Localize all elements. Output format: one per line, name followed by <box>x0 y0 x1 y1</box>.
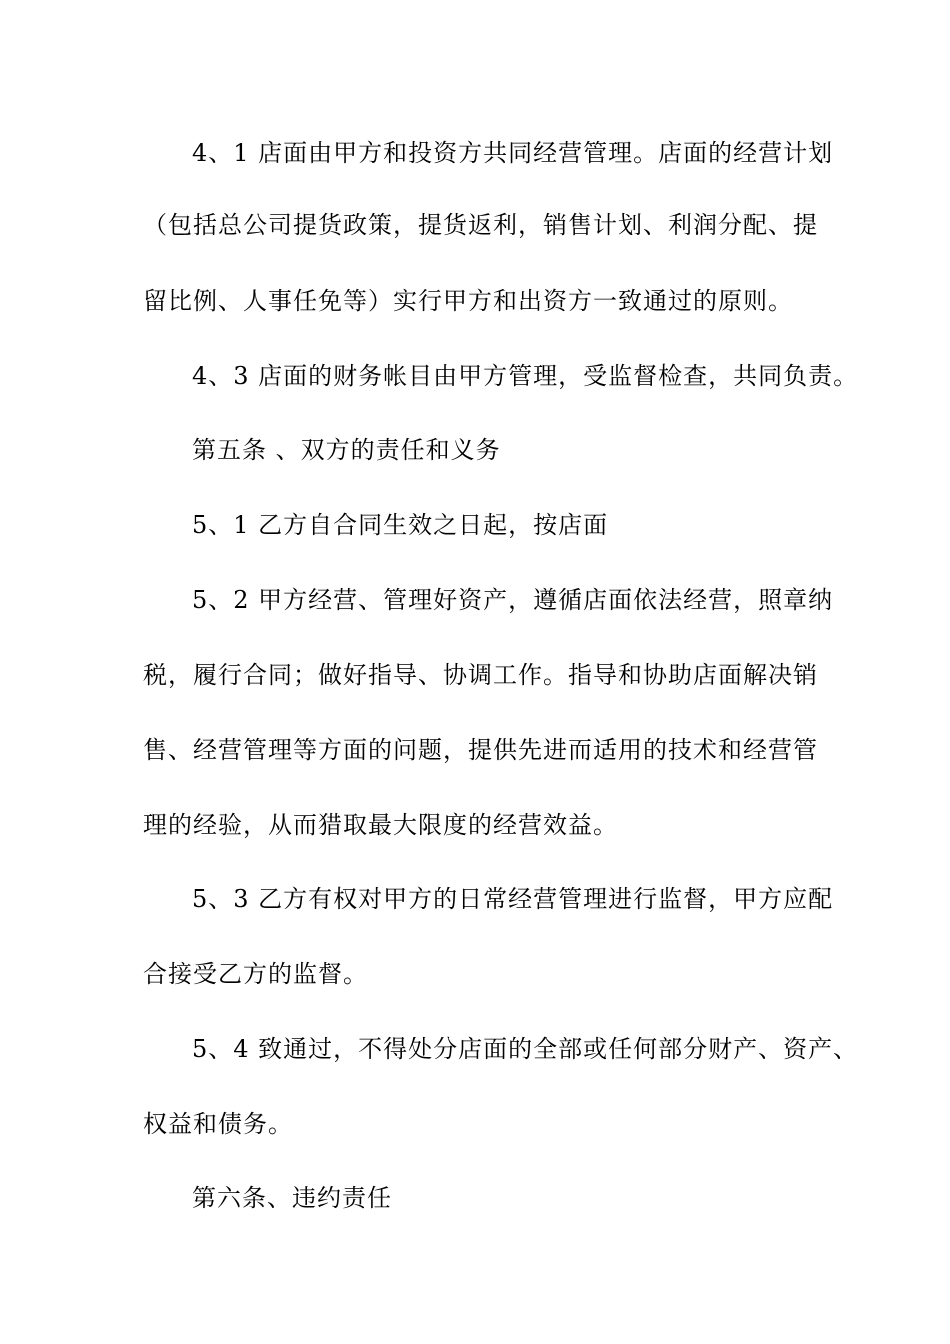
paragraph-4-3: 4、3 店面的财务帐目由甲方管理，受监督检查，共同负责。 <box>192 362 859 390</box>
paragraph-5-4-line-1: 5、4 致通过，不得处分店面的全部或任何部分财产、资产、 <box>192 1035 859 1063</box>
paragraph-5-3-line-2: 合接受乙方的监督。 <box>143 960 368 988</box>
paragraph-5-2-line-2: 税，履行合同；做好指导、协调工作。指导和协助店面解决销 <box>143 661 818 689</box>
paragraph-5-1: 5、1 乙方自合同生效之日起，按店面 <box>192 511 609 539</box>
paragraph-5-3-line-1: 5、3 乙方有权对甲方的日常经营管理进行监督，甲方应配 <box>192 885 834 913</box>
article-6-heading: 第六条、违约责任 <box>192 1184 392 1212</box>
paragraph-4-1-line-1: 4、1 店面由甲方和投资方共同经营管理。店面的经营计划 <box>192 139 834 167</box>
paragraph-5-4-line-2: 权益和债务。 <box>143 1110 293 1138</box>
paragraph-4-1-line-2: （包括总公司提货政策，提货返利，销售计划、利润分配、提 <box>143 211 818 239</box>
paragraph-4-1-line-3: 留比例、人事任免等）实行甲方和出资方一致通过的原则。 <box>143 287 793 315</box>
paragraph-5-2-line-3: 售、经营管理等方面的问题，提供先进而适用的技术和经营管 <box>143 736 818 764</box>
paragraph-5-2-line-4: 理的经验，从而猎取最大限度的经营效益。 <box>143 811 618 839</box>
article-5-heading: 第五条 、双方的责任和义务 <box>192 436 501 464</box>
paragraph-5-2-line-1: 5、2 甲方经营、管理好资产，遵循店面依法经营，照章纳 <box>192 586 834 614</box>
